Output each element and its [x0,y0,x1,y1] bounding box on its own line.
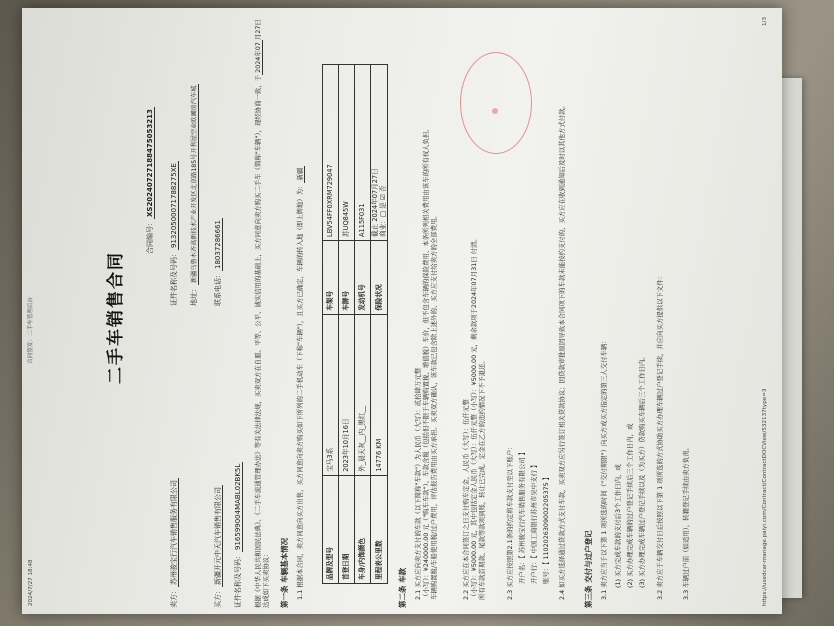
seller-address: 地址：新疆乌鲁木齐高新技术产业开发区北京路185号开利屋空业欧圃房汽车城 [190,85,198,306]
account-bank: 开户行：【 中国工商银行苏州市吴中支行 】 [530,461,538,584]
account-name: 开户名：【 苏州骏宝行汽车销售服务有限公司 】 [518,448,526,584]
print-timestamp: 2024/7/27 18:48 [28,559,34,606]
clause-3-2: 3.2 卖方应于车辆交付日后按照以下第 1 项所选的方式协助买方办理车辆过户登记手续，并应向买方提供以下文件： [656,272,664,600]
seller-name: 苏州骏宝行汽车销售服务有限公司 [170,480,178,585]
chapter-3-title: 第三条 交付与过户登记 [584,530,593,608]
buyer-name: 新疆开元中天汽车销售有限公司 [214,487,222,585]
insurance-checkbox-row: 商业：□ 是 ☑ 否 [379,185,388,237]
contract-title: 二手车销售合同 [106,251,126,384]
contract-document [22,8,782,614]
table-row: 品牌及型号 宝马3系 车架号 LBV54FF0XRM729047 [323,65,339,584]
clause-2-1: 2.1 买方应向卖方支付的车款（以下简称"车款"）为人民币（大写）：贰拾肆万元整 （小写）：¥240000.00 元（"购车车款"）。车款含税（包括但不限于车辆购置税、增值税）车价，但不包含车辆的保险费用、本条所列相关费用由该车的所有权人负担。 车辆购置税/车船使用税/过户费用，评估报告费用由买方承担。买卖双方确认，该车款已包含除上述外的、买方应支付给卖方的全部费用。 [414,125,438,600]
footer-url: https://usedcar-manage.paiyi.com/Contract/ContractDOCView/532137type=3 [762,388,768,606]
buyer-id: 证件名称及号码：916599004MABL02BK5L [234,463,242,608]
chapter-1-title: 第一条 车辆基本情况 [280,537,289,608]
seal-stamp-center [492,108,498,114]
clause-3-1-1: (1) 买方完成车款的支付后3个工作日内，或 [614,464,622,588]
account-number: 账号：【 1102026309002205375 】 [542,473,550,584]
table-row: 首登日期 2023年10月16日 车牌号 苏UQ845W [339,65,355,584]
clause-2-4: 2.4 如买方选择通过贷款方式支付车款，买卖双方应另行签订相关贷款协议；因贷款审批原因导致本合同项下的车款未能按约支付的，买方应在收到通知后及时以其他方式付款。 [558,102,566,600]
seller-id: 证件名称及号码：91320500071788275XE [170,163,178,306]
supervisor-label: 合同签发：二手车管理后台 [28,296,34,364]
seller-row: 卖方：苏州骏宝行汽车销售服务有限公司 [170,480,178,608]
clause-3-1-3: (3) 买方办理完成车辆过户登记手续以及（为买方）贷款购买车辆后三个工作日内。 [638,353,646,588]
clause-2-2: 2.2 买方应在本合同签订之日支付购车定金，人民币（大写）：伍仟元整 （小写）：¥5000.00 元，其中包括定金人民币（大写）：伍仟元整（小写）：¥5000.00 元，剩余款项于2024年07月31日 付清。 所有车款首期款、尾款等款项到账，转让已完成。定金在乙方的违约情况下不予退还。 [462,235,486,600]
page-number: 1/3 [762,16,768,26]
buyer-row: 买方：新疆开元中天汽车销售有限公司 [214,487,222,608]
table-row: 里程表公里数 14776 KM 保险状况 截止 2024年07月27日 商业：□ 是 ☑ 否 [371,65,388,584]
clause-3-1: 3.1 卖方应当于以下第 1 项所选的时间（"交付期限"）向买方或买方指定的第三人交付车辆： [600,337,608,600]
clause-2-3: 2.3 买方应按照第2.1条的约定将车款支付至以下账户： [506,443,514,600]
clause-3-3: 3.3 车辆过户前（如适用），转籍登记手续由卖方负责。 [682,444,690,600]
buyer-phone: 联系电话：18037286661 [214,220,222,306]
chapter-2-title: 第二条 车款 [398,567,407,608]
table-row: 车身/内饰颜色 外_晨天灰__内_黑红__ 发动机号 A115F031 [355,65,371,584]
vehicle-info-table [322,64,388,584]
intro-paragraph: 根据《中华人民共和国民法典》、《二手车流通管理办法》等有关法律法规，买卖双方在自愿、平等、公平、诚实信用的基础上，买方同意向卖方购买二手车（简称"车辆"），现经协商一致，于2024年07月27日 达成如下买卖协议： [254,19,270,608]
clause-3-1-2: (2) 买方办理完成车辆的过户登记手续后三个工作日内，或 [626,423,634,588]
contract-number: 合同编号：XS20240727188475053213 [146,109,154,254]
clause-1-1: 1.1 根据本合同，卖方同意向买方出售，买方同意向卖方购买如下所列的二手机动车（下称"车辆"），且买方已确定，车辆的转入地（即上牌地）为：新疆 [296,167,304,600]
